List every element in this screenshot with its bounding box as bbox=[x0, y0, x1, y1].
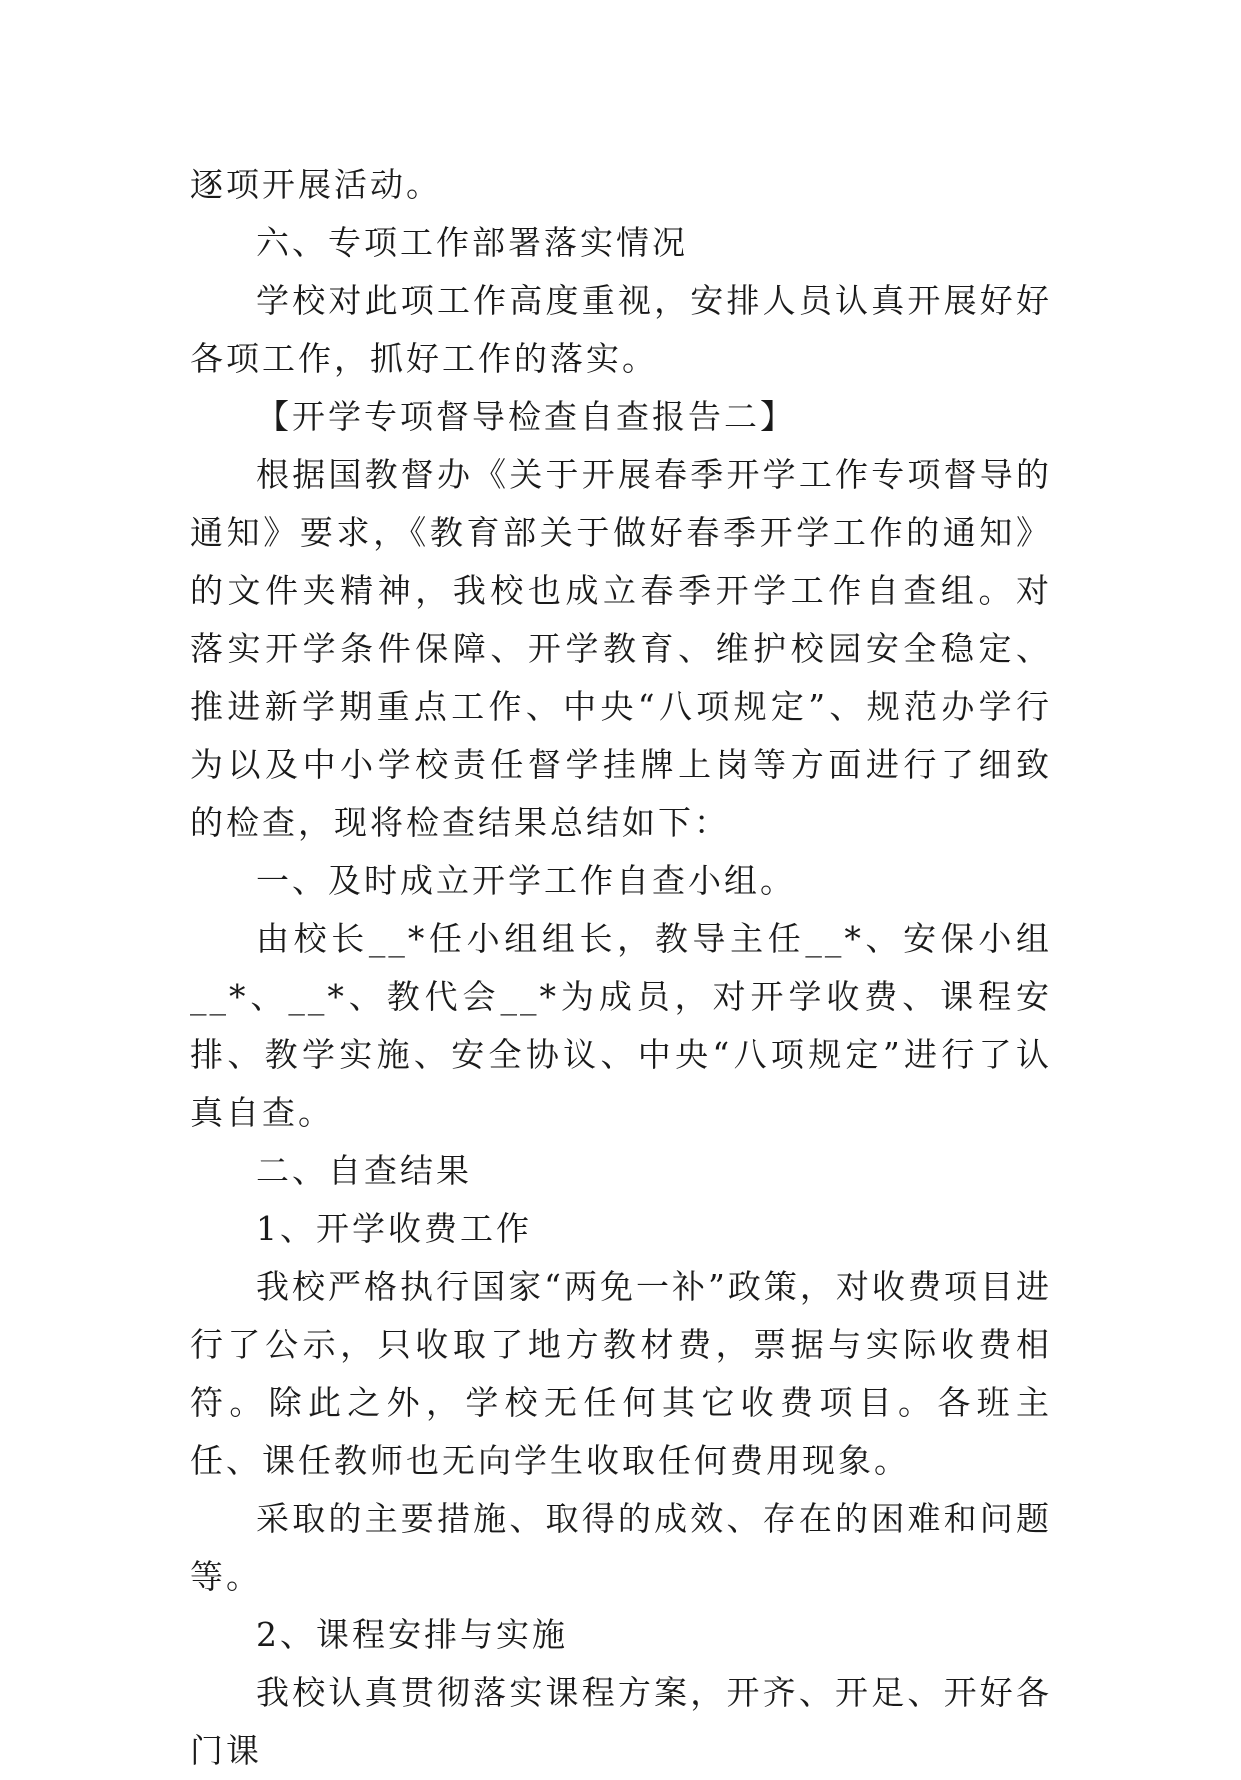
document-body bbox=[190, 156, 1052, 1780]
paragraph: 采取的主要措施、取得的成效、存在的困难和问题等。 bbox=[190, 1499, 1052, 1596]
paragraph: 我校认真贯彻落实课程方案，开齐、开足、开好各门课 bbox=[190, 1673, 1052, 1770]
section-heading-2: 二、自查结果 bbox=[256, 1151, 472, 1190]
report-title: 【开学专项督导检查自查报告二】 bbox=[256, 397, 796, 436]
paragraph: 我校严格执行国家“两免一补”政策，对收费项目进行了公示，只收取了地方教材费，票据与实际收费相符。除此之外，学校无任何其它收费项目。各班主任、课任教师也无向学生收取任何费用现象。 bbox=[190, 1267, 1052, 1480]
subsection-heading-1: 1、开学收费工作 bbox=[256, 1209, 532, 1248]
paragraph: 根据国教督办《关于开展春季开学工作专项督导的通知》要求，《教育部关于做好春季开学工作的通知》的文件夹精神，我校也成立春季开学工作自查组。对落实开学条件保障、开学教育、维护校园安全稳定、推进新学期重点工作、中央“八项规定”、规范办学行为以及中小学校责任督学挂牌上岗等方面进行了细致的检查，现将检查结果总结如下： bbox=[190, 455, 1052, 842]
paragraph: 由校长__*任小组组长，教导主任__*、安保小组__*、__*、教代会__*为成员，对开学收费、课程安排、教学实施、安全协议、中央“八项规定”进行了认真自查。 bbox=[190, 919, 1052, 1132]
paragraph: 学校对此项工作高度重视，安排人员认真开展好好各项工作，抓好工作的落实。 bbox=[190, 281, 1052, 378]
section-heading-1: 一、及时成立开学工作自查小组。 bbox=[256, 861, 796, 900]
subsection-heading-2: 2、课程安排与实施 bbox=[256, 1615, 568, 1654]
section-heading-6: 六、专项工作部署落实情况 bbox=[256, 223, 688, 262]
paragraph-continuation: 逐项开展活动。 bbox=[190, 165, 442, 204]
